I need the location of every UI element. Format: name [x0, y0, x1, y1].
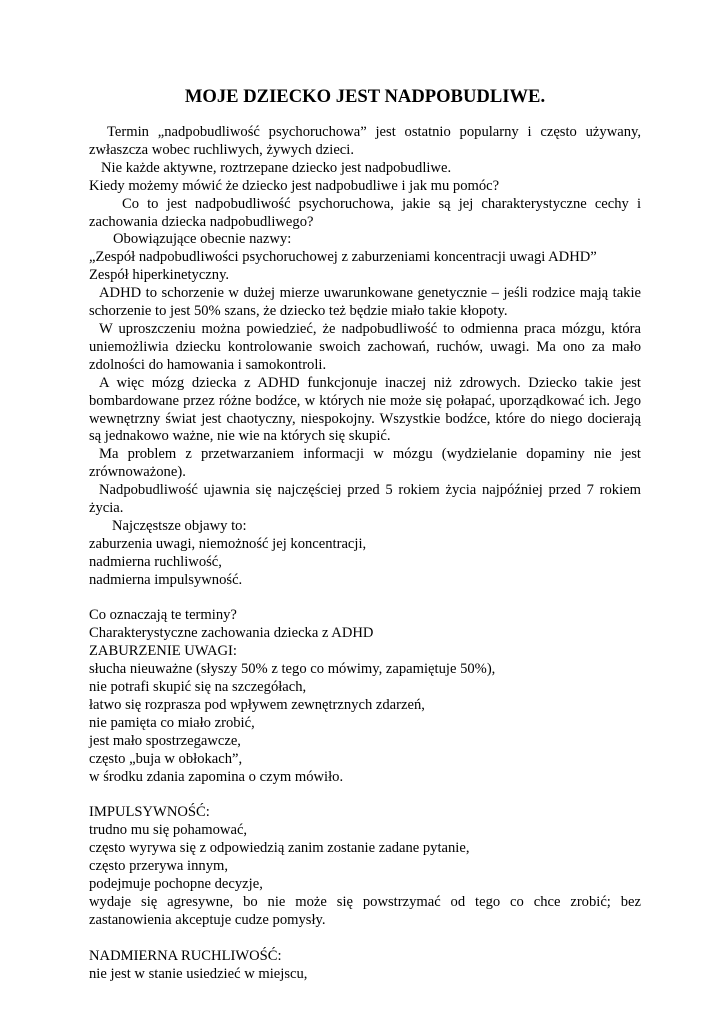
- list-item: łatwo się rozprasza pod wpływem zewnętrznych zdarzeń,: [89, 696, 425, 713]
- spacer: [89, 787, 641, 805]
- attention-section: [89, 643, 641, 786]
- paragraph-adhd-name: „Zespół nadpobudliwości psychoruchowej z zaburzeniami koncentracji uwagi ADHD”: [89, 249, 597, 266]
- paragraph-simplification: W uproszczeniu można powiedzieć, że nadpobudliwość to odmienna praca mózgu, która uniemożliwia dziecku kontrolowanie swoich zachowań, ruchów, uwagi. Ma ono za mało zdolności do hamowania i samokontroli.: [89, 320, 641, 373]
- list-item: trudno mu się pohamować,: [89, 822, 248, 839]
- hyperactivity-section: [89, 948, 641, 984]
- list-item: często „buja w obłokach”,: [89, 750, 243, 767]
- list-item: w środku zdania zapomina o czym mówiło.: [89, 768, 344, 785]
- impulsivity-section: [89, 804, 641, 929]
- paragraph-genetics: ADHD to schorzenie w dużej mierze uwarunkowane genetycznie – jeśli rodzice mają takie schorzenie to jest 50% szans, że dziecko też będzie miało takie kłopoty.: [89, 285, 641, 320]
- paragraph-names-intro: Obowiązujące obecnie nazwy:: [113, 231, 292, 248]
- list-item: słucha nieuważne (słyszy 50% z tego co mówimy, zapamiętuje 50%),: [89, 661, 496, 678]
- symptoms-list: [89, 536, 641, 590]
- behaviors-heading: Charakterystyczne zachowania dziecka z ADHD: [89, 625, 374, 642]
- list-item: nadmierna ruchliwość,: [89, 553, 222, 570]
- section-heading: NADMIERNA RUCHLIWOŚĆ:: [89, 947, 282, 964]
- paragraph-question: Kiedy możemy mówić że dziecko jest nadpobudliwe i jak mu pomóc?: [89, 177, 500, 194]
- paragraph-brain: A więc mózg dziecka z ADHD funkcjonuje inaczej niż zdrowych. Dziecko takie jest bombardowane przez różne bodźce, w których nie może się połapać, uporządkować ich. Jego wewnętrzny świat jest chaotyczny, niespokojny. Wszystkie bodźce, które do niego docierają są jednakowo ważne, nie wie na których się skupić.: [89, 374, 641, 445]
- list-item: podejmuje pochopne decyzje,: [89, 876, 263, 893]
- list-item: często przerywa innym,: [89, 858, 228, 875]
- document-title: MOJE DZIECKO JEST NADPOBUDLIWE.: [184, 86, 546, 107]
- intro-paragraph: Termin „nadpobudliwość psychoruchowa” jest ostatnio popularny i często używany, zwłaszcza wobec ruchliwych, żywych dzieci.: [89, 124, 641, 158]
- spacer: [89, 590, 641, 608]
- paragraph-symptoms-intro: Najczęstsze objawy to:: [112, 517, 247, 534]
- spacer: [89, 930, 641, 948]
- paragraph-onset: Nadpobudliwość ujawnia się najczęściej przed 5 rokiem życia najpóźniej przed 7 rokiem życia.: [89, 482, 641, 517]
- list-item: nadmierna impulsywność.: [89, 571, 243, 588]
- list-item: zaburzenia uwagi, niemożność jej koncentracji,: [89, 535, 367, 552]
- list-item: jest mało spostrzegawcze,: [89, 732, 241, 749]
- document-page: [89, 86, 641, 983]
- list-item: wydaje się agresywne, bo nie może się powstrzymać od tego co chce zrobić; bez zastanowienia akceptuje cudze pomysły.: [89, 893, 641, 928]
- terms-question: Co oznaczają te terminy?: [89, 607, 237, 624]
- paragraph-hyperkinetic: Zespół hiperkinetyczny.: [89, 267, 230, 284]
- section-heading: ZABURZENIE UWAGI:: [89, 643, 237, 660]
- paragraph-definition-question: Co to jest nadpobudliwość psychoruchowa, jakie są jej charakterystyczne cechy i zachowania dziecka nadpobudliwego?: [89, 195, 641, 230]
- list-item: nie potrafi skupić się na szczegółach,: [89, 679, 307, 696]
- list-item: nie pamięta co miało zrobić,: [89, 714, 255, 731]
- list-item: często wyrywa się z odpowiedzią zanim zostanie zadane pytanie,: [89, 840, 470, 857]
- paragraph-processing: Ma problem z przetwarzaniem informacji w mózgu (wydzielanie dopaminy nie jest zrównoważone).: [89, 446, 641, 481]
- section-heading: IMPULSYWNOŚĆ:: [89, 804, 210, 821]
- list-item: nie jest w stanie usiedzieć w miejscu,: [89, 965, 308, 982]
- paragraph-not-every-child: Nie każde aktywne, roztrzepane dziecko jest nadpobudliwe.: [101, 159, 452, 176]
